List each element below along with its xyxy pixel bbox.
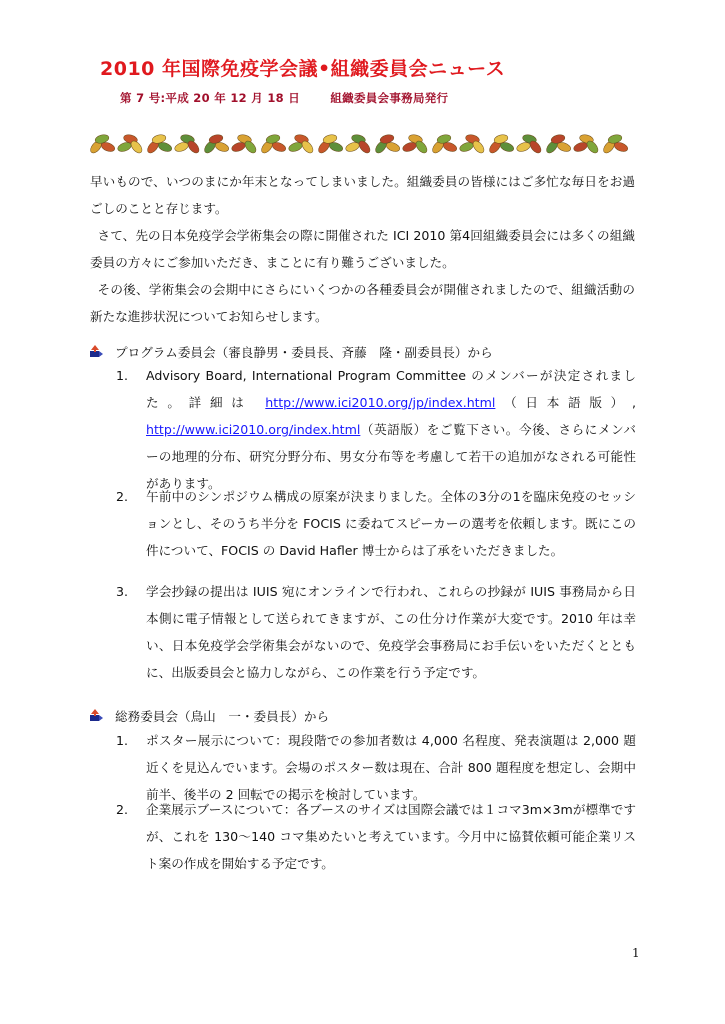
english-site-link[interactable]: http://www.ici2010.org/index.html	[146, 422, 361, 437]
item-text: ポスター展示について：現段階での参加者数は 4,000 名程度、発表演題は 2,000 題近くを見込んでいます。会場のポスター数は現在、合計 800 題程度を想定し、会期中前半、後半の 2 回転での掲示を検討しています。	[146, 733, 636, 802]
newsletter-title: 2010 年国際免疫学会議•組織委員会ニュース	[100, 58, 506, 80]
issue-line	[120, 90, 474, 106]
item-number: 1.	[116, 368, 129, 383]
intro-text	[90, 168, 635, 330]
item-number: 1.	[116, 733, 129, 748]
section-heading-general-affairs	[90, 703, 329, 730]
issue-date: 第 7 号:平成 20 年 12 月 18 日	[120, 91, 301, 105]
intro-paragraph-2: さて、先の日本免疫学会学術集会の際に開催された ICI 2010 第4回組織委員会には多くの組織委員の方々にご参加いただき、まことに有り難うございました。	[90, 228, 635, 270]
item-number: 3.	[116, 584, 129, 599]
bullet-arrow-icon	[90, 345, 103, 358]
item-text: 企業展示ブースについて：各ブースのサイズは国際会議では１コマ3m×3mが標準ですが、これを 130～140 コマ集めたいと考えています。今月中に協賛依頼可能企業リスト案の作成を開始する予定です。	[146, 802, 636, 871]
section-heading-text: 総務委員会（鳥山 一・委員長）から	[115, 709, 330, 724]
bullet-arrow-icon	[90, 709, 103, 722]
list-item	[116, 362, 636, 497]
section-heading-text: プログラム委員会（審良静男・委員長、斉藤 隆・副委員長）から	[115, 345, 493, 360]
decorative-leaf-border	[88, 128, 632, 158]
page-number: 1	[632, 946, 640, 960]
intro-paragraph-3: その後、学術集会の会期中にさらにいくつかの各種委員会が開催されましたので、組織活動の新たな進捗状況についてお知らせします。	[90, 282, 635, 324]
item-number: 2.	[116, 489, 129, 504]
item-text: Advisory Board, International Program Committee のメンバーが決定されました。詳細は http://www.ici2010.org/jp/index.html（日本語版）, http://www.ici2010.org/index.html（英語版）をご覧下さい。今後、さらにメンバーの地理的分布、研究分野分布、男女分布等を考慮して若干の追加がなされる可能性があります。	[146, 368, 636, 491]
item-text: 午前中のシンポジウム構成の原案が決まりました。全体の3分の1を臨床免疫のセッションとし、そのうち半分を FOCIS に委ねてスピーカーの選考を依頼します。既にこの件について、FOCIS の David Hafler 博士からは了承をいただきました。	[146, 489, 636, 558]
item-text: 学会抄録の提出は IUIS 宛にオンラインで行われ、これらの抄録が IUIS 事務局から日本側に電子情報として送られてきますが、この仕分け作業が大変です。2010 年は幸い、日本免疫学会学術集会がないので、免疫学会事務局にお手伝いをいただくとともに、出版委員会と協力しながら、この作業を行う予定です。	[146, 584, 636, 680]
japanese-site-link[interactable]: http://www.ici2010.org/jp/index.html	[265, 395, 496, 410]
list-item	[116, 578, 636, 686]
list-item	[116, 796, 636, 877]
item-number: 2.	[116, 802, 129, 817]
list-item	[116, 483, 636, 564]
intro-paragraph-1: 早いもので、いつのまにか年末となってしまいました。組織委員の皆様にはご多忙な毎日をお過ごしのことと存じます。	[90, 174, 635, 216]
publisher: 組織委員会事務局発行	[330, 91, 449, 105]
